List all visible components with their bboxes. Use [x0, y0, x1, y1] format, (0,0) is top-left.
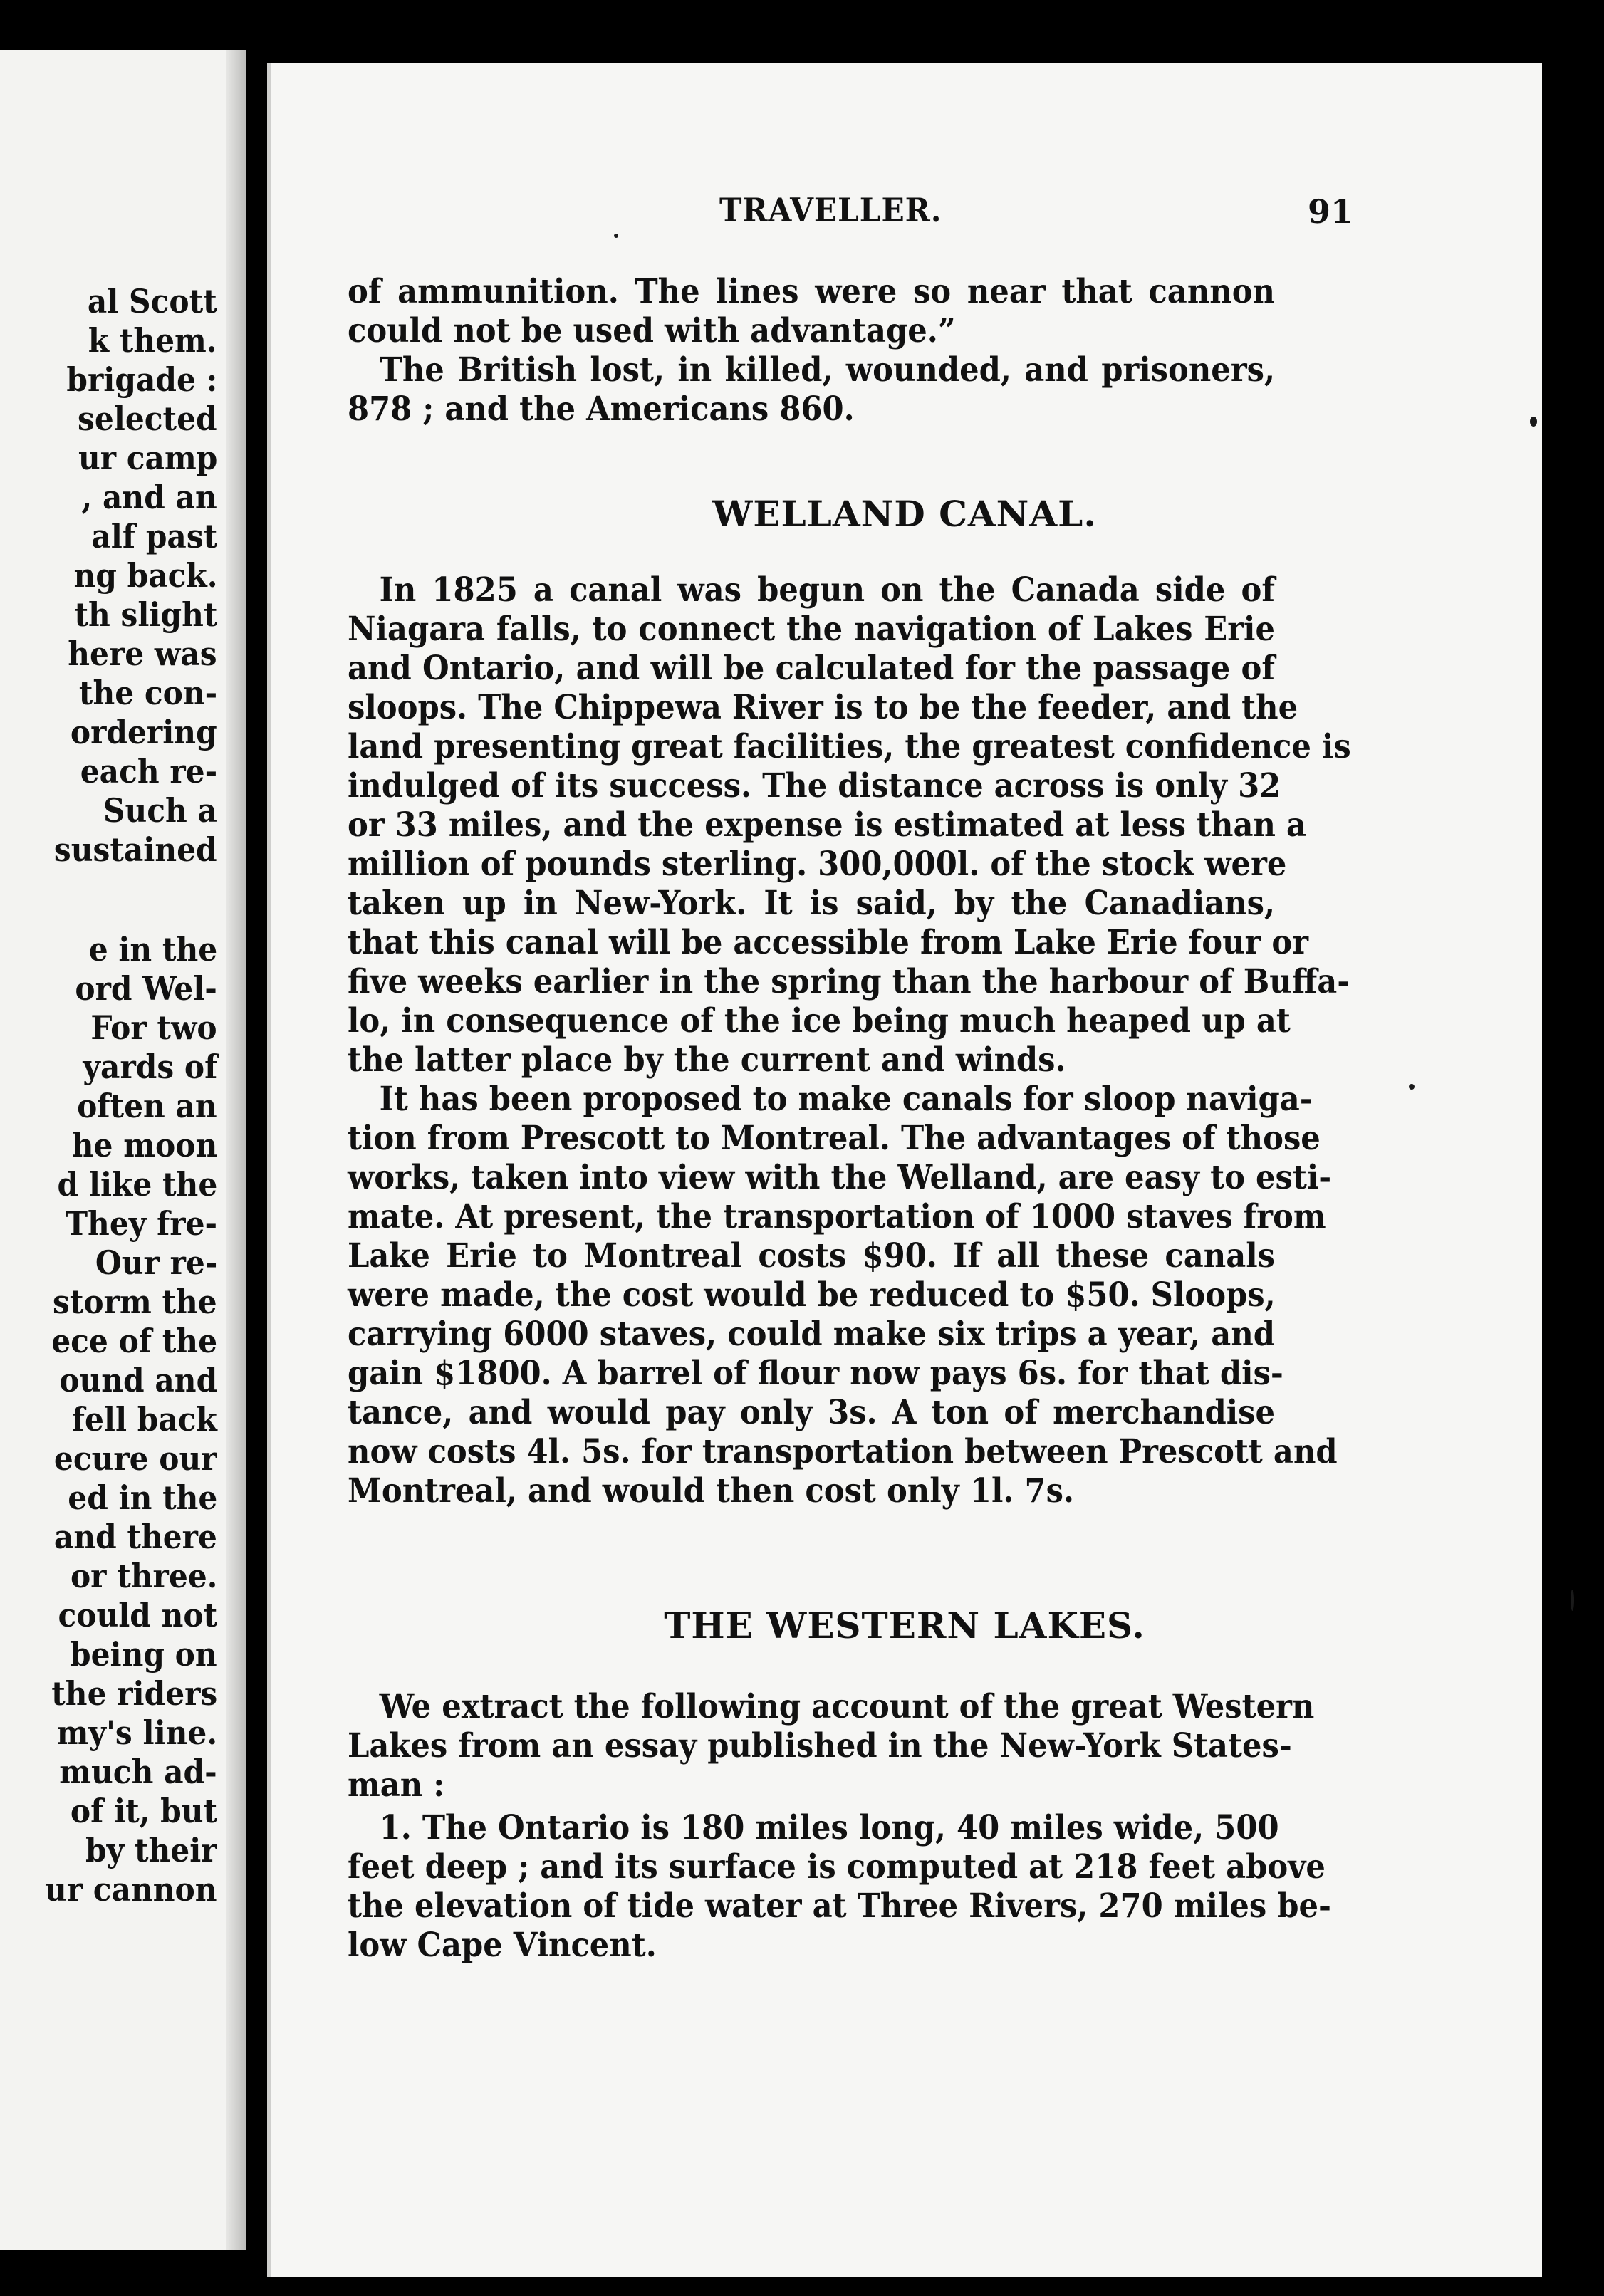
left-page-line: the con-	[78, 674, 217, 712]
body-line: sloops. The Chippewa River is to be the feeder, and the	[348, 687, 1298, 726]
body-line: Lake Erie to Montreal costs $90. If all these canals	[348, 1236, 1275, 1275]
body-line: In 1825 a canal was begun on the Canada side of	[379, 570, 1275, 609]
left-page-line: alf past	[91, 517, 217, 555]
scan-speck	[614, 234, 618, 238]
scan-speck	[1571, 1590, 1574, 1611]
left-page-line: much ad-	[59, 1753, 217, 1791]
body-line: Niagara falls, to connect the navigation of Lakes Erie	[348, 609, 1275, 648]
body-line: lo, in consequence of the ice being much heaped up at	[348, 1001, 1291, 1040]
left-page-line: by their	[85, 1831, 217, 1869]
body-line: the elevation of tide water at Three Rivers, 270 miles be-	[348, 1886, 1331, 1925]
left-page-line: ound and	[59, 1361, 217, 1399]
left-page-line: d like the	[57, 1165, 217, 1204]
left-page-line: Such a	[103, 791, 217, 830]
body-line: It has been proposed to make canals for sloop naviga-	[379, 1079, 1313, 1118]
body-line: now costs 4l. 5s. for transportation between Prescott and	[348, 1431, 1338, 1471]
left-page-line: ordering	[71, 713, 217, 751]
body-line: 1. The Ontario is 180 miles long, 40 miles wide, 500	[379, 1807, 1279, 1847]
body-line: feet deep ; and its surface is computed at 218 feet above	[348, 1847, 1326, 1886]
left-page-line: brigade :	[66, 360, 217, 399]
scan-speck	[1530, 417, 1537, 427]
scan-speck	[1409, 1084, 1415, 1090]
left-page-line: ng back.	[73, 556, 217, 595]
body-line: or 33 miles, and the expense is estimated at less than a	[348, 805, 1307, 844]
left-page-line: my's line.	[56, 1713, 217, 1752]
left-page-line: or three.	[70, 1557, 217, 1595]
body-line: that this canal will be accessible from Lake Erie four or	[348, 922, 1309, 961]
page-gutter	[226, 50, 246, 2250]
body-line: Lakes from an essay published in the New-York States-	[348, 1726, 1292, 1765]
body-line: mate. At present, the transportation of 1000 staves from	[348, 1196, 1326, 1236]
body-line: the latter place by the current and winds.	[348, 1040, 1066, 1079]
body-line: The British lost, in killed, wounded, and prisoners,	[379, 350, 1275, 389]
body-line: low Cape Vincent.	[348, 1925, 657, 1964]
left-page-line: , and an	[81, 478, 217, 516]
left-page-line: ece of the	[51, 1322, 217, 1360]
left-page-line: ur camp	[78, 439, 217, 477]
left-page-line: k them.	[88, 321, 217, 360]
body-line: gain $1800. A barrel of flour now pays 6s. for that dis-	[348, 1353, 1283, 1392]
left-page-line: could not	[58, 1596, 217, 1634]
section-heading-western-lakes: THE WESTERN LAKES.	[664, 1604, 1145, 1647]
body-line: 878 ; and the Americans 860.	[348, 389, 855, 428]
left-page-line: the riders	[51, 1674, 217, 1713]
left-page-line: and there	[54, 1518, 217, 1556]
body-line: land presenting great facilities, the greatest confidence is	[348, 726, 1351, 766]
section-heading-welland-canal: WELLAND CANAL.	[712, 493, 1097, 535]
left-page-line: For two	[90, 1008, 217, 1047]
left-facing-page	[0, 50, 246, 2250]
left-page-line: being on	[70, 1635, 217, 1674]
page-number: 91	[1308, 192, 1354, 231]
left-page-line: th slight	[74, 595, 217, 634]
left-page-line: fell back	[71, 1400, 217, 1439]
left-page-line: each re-	[80, 752, 217, 790]
left-page-line: ed in the	[67, 1478, 217, 1517]
left-page-line: he moon	[71, 1126, 217, 1164]
body-line: tance, and would pay only 3s. A ton of merchandise	[348, 1392, 1275, 1431]
left-page-line: ecure our	[54, 1439, 217, 1478]
body-line: million of pounds sterling. 300,000l. of the stock were	[348, 844, 1287, 883]
body-line: five weeks earlier in the spring than the harbour of Buffa-	[348, 961, 1350, 1001]
body-line: Montreal, and would then cost only 1l. 7s.	[348, 1471, 1074, 1510]
body-line: and Ontario, and will be calculated for the passage of	[348, 648, 1275, 687]
left-page-line: selected	[78, 400, 217, 438]
body-line: taken up in New-York. It is said, by the Canadians,	[348, 883, 1275, 922]
body-line: We extract the following account of the great Western	[379, 1686, 1315, 1726]
left-page-line: e in the	[88, 930, 217, 969]
left-page-line: al Scott	[88, 282, 217, 320]
running-head: TRAVELLER.	[719, 191, 942, 229]
left-page-line: of it, but	[70, 1792, 217, 1830]
left-page-line: Our re-	[95, 1243, 217, 1282]
body-line: could not be used with advantage.”	[348, 311, 956, 350]
body-line: carrying 6000 staves, could make six trips a year, and	[348, 1314, 1275, 1353]
left-page-line: here was	[68, 635, 217, 673]
body-line: man :	[348, 1765, 445, 1804]
body-line: tion from Prescott to Montreal. The advantages of those	[348, 1118, 1321, 1157]
body-line: of ammunition. The lines were so near that cannon	[348, 271, 1275, 311]
left-page-line: ur cannon	[45, 1870, 217, 1909]
left-page-line: storm the	[53, 1283, 217, 1321]
left-page-line: sustained	[54, 830, 217, 869]
body-line: works, taken into view with the Welland, are easy to esti-	[348, 1157, 1332, 1196]
left-page-line: They fre-	[65, 1204, 217, 1243]
left-page-line: yards of	[83, 1048, 217, 1086]
body-line: indulged of its success. The distance across is only 32	[348, 766, 1281, 805]
left-page-line: ord Wel-	[75, 969, 217, 1008]
body-line: were made, the cost would be reduced to $50. Sloops,	[348, 1275, 1276, 1314]
left-page-line: often an	[77, 1087, 217, 1125]
